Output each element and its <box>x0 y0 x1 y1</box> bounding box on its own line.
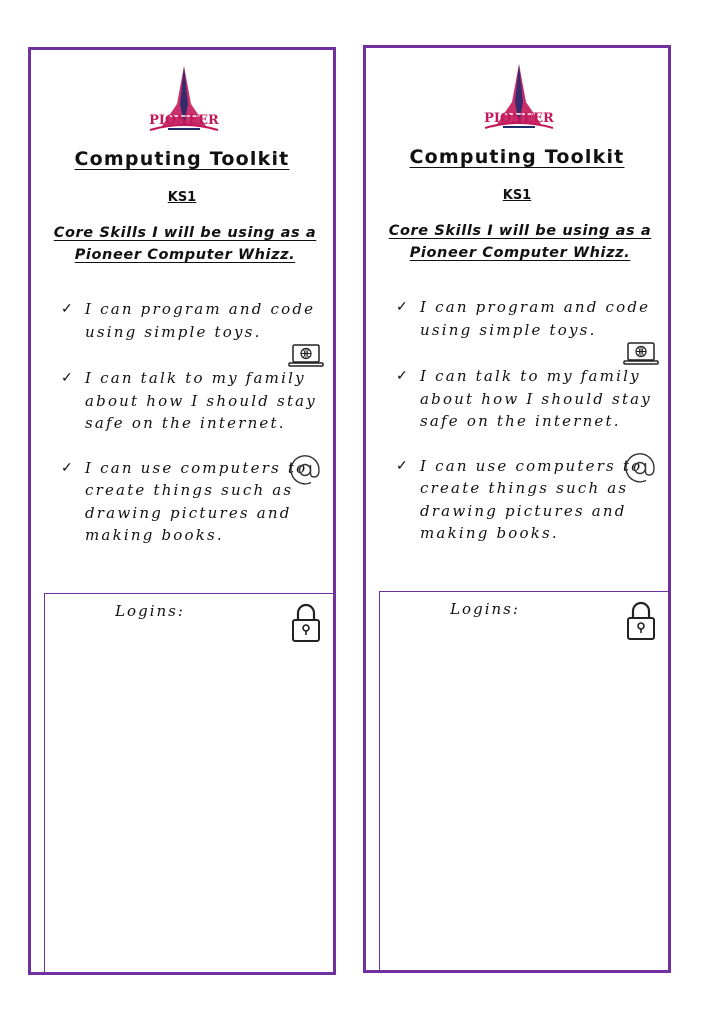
page-title: Computing Toolkit <box>409 146 625 168</box>
check-icon: ✓ <box>61 459 75 476</box>
page-title: Computing Toolkit <box>74 148 290 170</box>
check-icon: ✓ <box>61 370 75 386</box>
skill-item <box>396 296 668 341</box>
skill-text: I can talk to my family about how I should stay safe on the internet. <box>420 367 652 430</box>
skill-text: I can use computers to create things such as drawing pictures and making books. <box>85 458 308 544</box>
check-icon: ✓ <box>396 299 410 315</box>
skill-item <box>396 365 668 433</box>
logins-label: Logins: <box>115 602 185 620</box>
core-skills-heading: Core Skills I will be using as a Pioneer Computer Whizz. <box>388 223 652 261</box>
skill-text: I can program and code using simple toys. <box>420 298 651 339</box>
skills-list <box>396 296 668 545</box>
bookmark-card-right <box>363 45 671 973</box>
laptop-icon <box>623 341 659 367</box>
logo-text: PIONEER <box>149 113 219 128</box>
at-sign-icon <box>622 450 658 486</box>
logins-label: Logins: <box>450 600 520 618</box>
key-stage-label: KS1 <box>502 188 532 203</box>
skill-text: I can talk to my family about how I should stay safe on the internet. <box>85 369 317 432</box>
at-sign-icon <box>287 452 323 488</box>
padlock-icon <box>290 602 322 644</box>
skill-text: I can program and code using simple toys. <box>85 300 316 341</box>
check-icon: ✓ <box>61 301 75 317</box>
logins-box[interactable] <box>44 593 336 973</box>
check-icon: ✓ <box>396 368 410 384</box>
skills-list <box>61 298 333 547</box>
core-skills-heading: Core Skills I will be using as a Pioneer Computer Whizz. <box>53 225 317 263</box>
pioneer-logo <box>479 62 559 140</box>
bookmark-card-left <box>28 47 336 975</box>
padlock-icon <box>625 600 657 642</box>
logins-box[interactable] <box>379 591 671 971</box>
laptop-icon <box>288 343 324 369</box>
check-icon: ✓ <box>396 457 410 474</box>
skill-text: I can use computers to create things such as drawing pictures and making books. <box>420 456 643 542</box>
skill-item <box>61 367 333 435</box>
pioneer-logo <box>144 64 224 142</box>
key-stage-label: KS1 <box>167 190 197 205</box>
skill-item <box>61 298 333 343</box>
logo-text: PIONEER <box>484 111 554 126</box>
